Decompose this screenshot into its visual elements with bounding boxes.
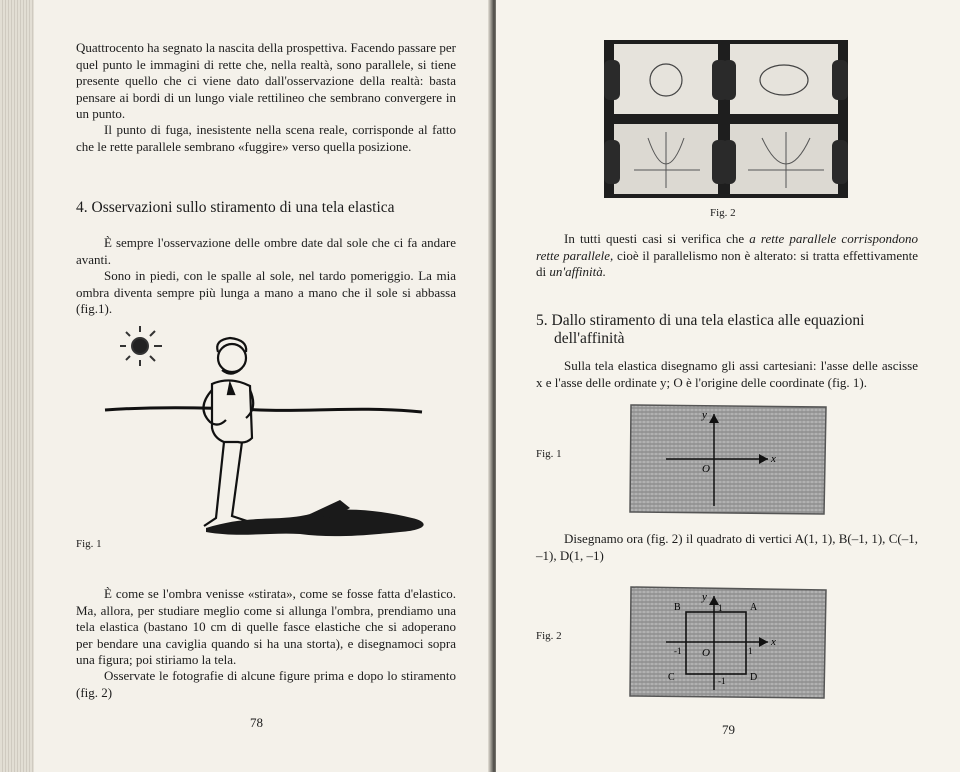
- photo-caption: Fig. 2: [710, 207, 736, 219]
- origin-label: O: [702, 647, 710, 659]
- figure-label: Fig. 1: [76, 538, 102, 550]
- vertex-b-label: B: [674, 602, 681, 613]
- tick-label: -1: [718, 676, 726, 686]
- tick-label: 1: [718, 603, 723, 613]
- figure-label: Fig. 2: [536, 630, 562, 642]
- page-number: 78: [250, 715, 263, 730]
- x-axis-label: x: [771, 453, 776, 465]
- page-edges: [0, 0, 34, 772]
- vertex-a-label: A: [750, 602, 758, 613]
- figure-label: Fig. 1: [536, 448, 562, 460]
- emphasis: a rette parallele corrispondono rette parallele,: [536, 231, 918, 263]
- elastic-fabric-square: [628, 584, 828, 702]
- origin-label: O: [702, 463, 710, 475]
- paragraph: Osservate le fotografie di alcune figure prima e dopo lo stiramento (fig. 2): [76, 668, 456, 700]
- vertex-d-label: D: [750, 672, 758, 683]
- tick-label: 1: [748, 646, 753, 656]
- paragraph: Il punto di fuga, inesistente nella scena reale, corrisponde al fatto che le rette parallele sembrano «fuggire» verso quella posizione.: [76, 122, 456, 154]
- paragraph: È sempre l'osservazione delle ombre date dal sole che ci fa andare avanti.: [76, 235, 456, 267]
- text-run: In tutti questi casi si verifica che: [564, 231, 750, 246]
- elastic-fabric-axes: [628, 402, 828, 518]
- paragraph: Quattrocento ha segnato la nascita della prospettiva. Facendo passare per quel punto le immagini di rette che, nella realtà, sono parallele, si tiene presente quello che ci viene dato dall'osservazione della realtà: basta pensare ai bordi di un lungo viale rettilineo che sembrano convergere in un punto.: [76, 40, 456, 121]
- photo-grid: [604, 40, 848, 198]
- section-heading: 5. Dallo stiramento di una tela elastica alle equazioni dell'affinità: [536, 312, 865, 347]
- shadow-illustration: [100, 318, 440, 548]
- tick-label: -1: [674, 646, 682, 656]
- paragraph: [536, 231, 918, 281]
- y-axis-label: y: [702, 591, 707, 603]
- x-axis-label: x: [771, 636, 776, 648]
- text-run: cioè il parallelismo non è alterato: si tratta effettivamente di: [536, 247, 919, 279]
- emphasis: un'affinità.: [549, 264, 606, 279]
- man-figure: [203, 338, 253, 526]
- paragraph: Sulla tela elastica disegnamo gli assi cartesiani: l'asse delle ascisse x e l'asse delle ordinate y; O è l'origine delle coordinate (fig. 1).: [536, 358, 918, 390]
- page-number: 79: [722, 722, 735, 737]
- paragraph: Sono in piedi, con le spalle al sole, nel tardo pomeriggio. La mia ombra diventa sempre più lunga a mano a mano che il sole si abbassa (fig.1).: [76, 268, 456, 316]
- sun-icon: [120, 326, 162, 366]
- y-axis-label: y: [702, 409, 707, 421]
- right-page: [496, 0, 960, 772]
- paragraph: È come se l'ombra venisse «stirata», come se fosse fatta d'elastico. Ma, allora, per studiare meglio come si allunga l'ombra, prendiamo una tela elastica (bastano 10 cm di quelle fasce elastiche che si adoperano per bendare una caviglia quando si ha una storta), e disegnamoci sopra una figura; poi stiriamo la tela.: [76, 586, 456, 667]
- vertex-c-label: C: [668, 672, 675, 683]
- paragraph: Disegnamo ora (fig. 2) il quadrato di vertici A(1, 1), B(–1, 1), C(–1, –1), D(1, –1): [536, 531, 918, 563]
- section-heading: 4. Osservazioni sullo stiramento di una tela elastica: [76, 199, 395, 216]
